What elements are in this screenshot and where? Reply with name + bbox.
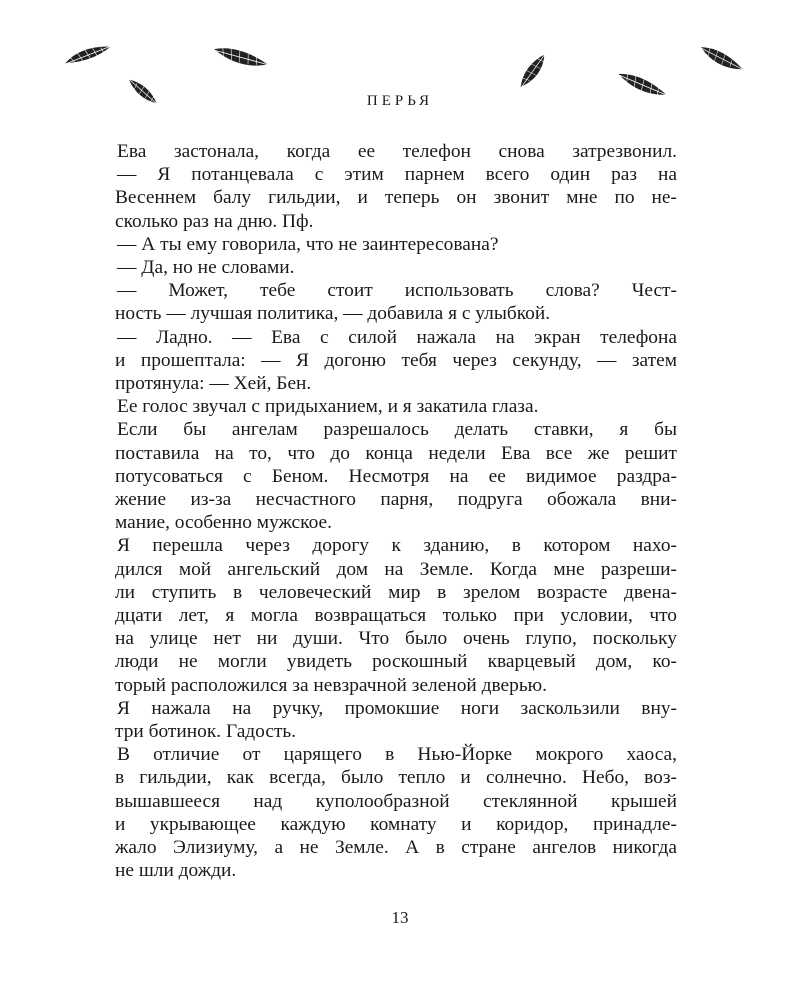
- page-number: 13: [391, 908, 409, 927]
- text-line: В отличие от царящего в Нью-Йорке мокрого хаоса,: [117, 744, 677, 766]
- feather-icon: [208, 42, 274, 78]
- text-line: дился мой ангельский дом на Земле. Когда мне разреши-: [115, 558, 677, 580]
- text-line: люди не могли увидеть роскошный кварцевый дом, ко-: [115, 651, 677, 673]
- text-line: — Я потанцевала с этим парнем всего один раз на: [117, 164, 677, 186]
- running-title: ПЕРЬЯ: [366, 93, 434, 109]
- text-line: и укрывающее каждую комнату и коридор, принадле-: [115, 813, 677, 835]
- text-line: ность — лучшая политика, — добавила я с улыбкой.: [115, 303, 551, 325]
- text-line: три ботинок. Гадость.: [115, 721, 297, 743]
- text-line: протянула: — Хей, Бен.: [115, 373, 312, 395]
- text-line: — А ты ему говорила, что не заинтересована?: [117, 233, 499, 255]
- text-line: — Да, но не словами.: [117, 257, 295, 279]
- text-line: сколько раз на дню. Пф.: [115, 210, 314, 232]
- feather-icon: [60, 40, 120, 70]
- text-line: в гильдии, как всегда, было тепло и солнечно. Небо, воз-: [115, 767, 677, 789]
- text-line: Весеннем балу гильдии, и теперь он звонит мне по не-: [115, 187, 677, 209]
- text-line: поставила на то, что до конца недели Ева все же решит: [115, 442, 677, 464]
- text-line: не шли дожди.: [115, 860, 237, 882]
- text-line: и прошептала: — Я догоню тебя через секунду, — затем: [115, 349, 677, 371]
- text-line: Ее голос звучал с придыханием, и я закатила глаза.: [117, 396, 539, 418]
- text-line: вышавшееся над куполообразной стеклянной крышей: [115, 790, 677, 812]
- body-text: [117, 140, 677, 883]
- feather-icon: [512, 50, 556, 94]
- text-line: жение из-за несчастного парня, подруга обожала вни-: [115, 489, 677, 511]
- text-line: — Ладно. — Ева с силой нажала на экран телефона: [117, 326, 677, 348]
- text-line: Я нажала на ручку, промокшие ноги заскользили вну-: [117, 697, 677, 719]
- text-line: Ева застонала, когда ее телефон снова затрезвонил.: [117, 141, 677, 162]
- text-line: ли ступить в человеческий мир в зрелом возрасте двена-: [115, 581, 677, 603]
- feather-icon: [694, 38, 746, 82]
- text-line: дцати лет, я могла возвращаться только при условии, что: [115, 605, 677, 627]
- text-line: жало Элизиуму, а не Земле. А в стране ангелов никогда: [115, 837, 677, 859]
- text-line: Я перешла через дорогу к зданию, в котором нахо-: [117, 535, 677, 557]
- text-line: мание, особенно мужское.: [115, 512, 332, 534]
- text-line: потусоваться с Беном. Несмотря на ее видимое раздра-: [115, 465, 677, 487]
- text-line: — Может, тебе стоит использовать слова? Чест-: [117, 280, 677, 302]
- text-line: торый расположился за невзрачной зеленой дверью.: [115, 674, 548, 696]
- text-line: на улице нет ни души. Что было очень глупо, поскольку: [115, 628, 677, 650]
- text-line: Если бы ангелам разрешалось делать ставки, я бы: [117, 419, 677, 441]
